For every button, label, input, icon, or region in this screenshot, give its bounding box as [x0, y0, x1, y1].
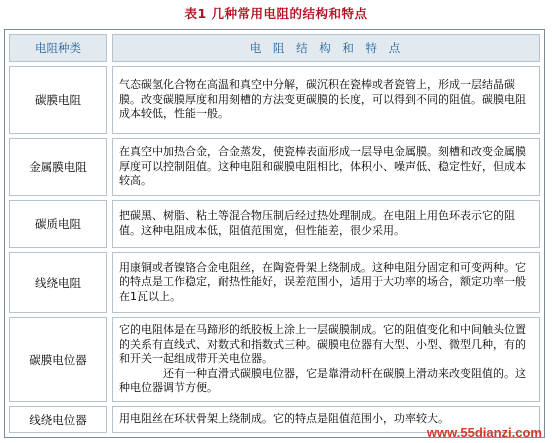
table-header-row [9, 34, 540, 62]
resistor-table [4, 29, 545, 438]
resistor-description: 把碳黑、树脂、粘土等混合物压制后经过热处理制成。在电阻上用色环表示它的阻值。这种电阻成本低，阻值范围宽，但性能差，很少采用。 [119, 209, 515, 237]
resistor-name: 线绕电阻 [9, 252, 107, 313]
table-row [9, 66, 540, 134]
resistor-name: 金属膜电阻 [9, 138, 107, 196]
resistor-description-cell [112, 138, 540, 196]
table-row [9, 200, 540, 248]
header-structure-features: 电 阻 结 构 和 特 点 [112, 34, 540, 62]
resistor-description: 用电阻丝在环状骨架上绕制成。它的特点是阻值范围小，功率较大。 [119, 412, 449, 426]
resistor-description-block [119, 323, 535, 396]
resistor-description: 用康铜或者镍铬合金电阻丝，在陶瓷骨架上绕制成。这种电阻分固定和可变两种。它的特点是工作稳定，耐热性能好，误差范围小，适用于大功率的场合，额定功率一般在1瓦以上。 [119, 260, 526, 303]
resistor-description-cell [112, 252, 540, 313]
table-title: 表1 几种常用电阻的结构和特点 [184, 6, 368, 21]
resistor-name: 线绕电位器 [9, 406, 107, 433]
resistor-description: 它的电阻体是在马蹄形的纸胶板上涂上一层碳膜制成。它的阻值变化和中间触头位置的关系有直线式、对数式和指数式三种。碳膜电位器有大型、小型、微型几种，有的和开关一起组成带开关电位器。 [119, 323, 526, 366]
resistor-description: 气态碳氢化合物在高温和真空中分解，碳沉积在瓷棒或者瓷管上，形成一层结晶碳膜。改变碳膜厚度和用刻槽的方法变更碳膜的长度，可以得到不同的阻值。碳膜电阻成本较低，性能一般。 [119, 78, 526, 121]
resistor-description-extra: 还有一种直滑式碳膜电位器，它是靠滑动杆在碳膜上滑动来改变阻值的。这种电位器调节方便。 [119, 366, 526, 395]
resistor-description: 在真空中加热合金，合金蒸发，使瓷棒表面形成一层导电金属膜。刻槽和改变金属膜厚度可以控制阻值。这种电阻和碳膜电阻相比，体积小、噪声低、稳定性好，但成本较高。 [119, 145, 526, 188]
resistor-name: 碳膜电阻 [9, 66, 107, 134]
resistor-description-cell [112, 200, 540, 248]
table-row [9, 138, 540, 196]
site-watermark: www.55dianzi.com [426, 425, 542, 440]
resistor-description-cell [112, 66, 540, 134]
header-resistor-type: 电阻种类 [9, 34, 107, 62]
table-row [9, 317, 540, 402]
resistor-description-cell [112, 317, 540, 402]
table-row [9, 252, 540, 313]
resistor-name: 碳膜电位器 [9, 317, 107, 402]
resistor-name: 碳质电阻 [9, 200, 107, 248]
